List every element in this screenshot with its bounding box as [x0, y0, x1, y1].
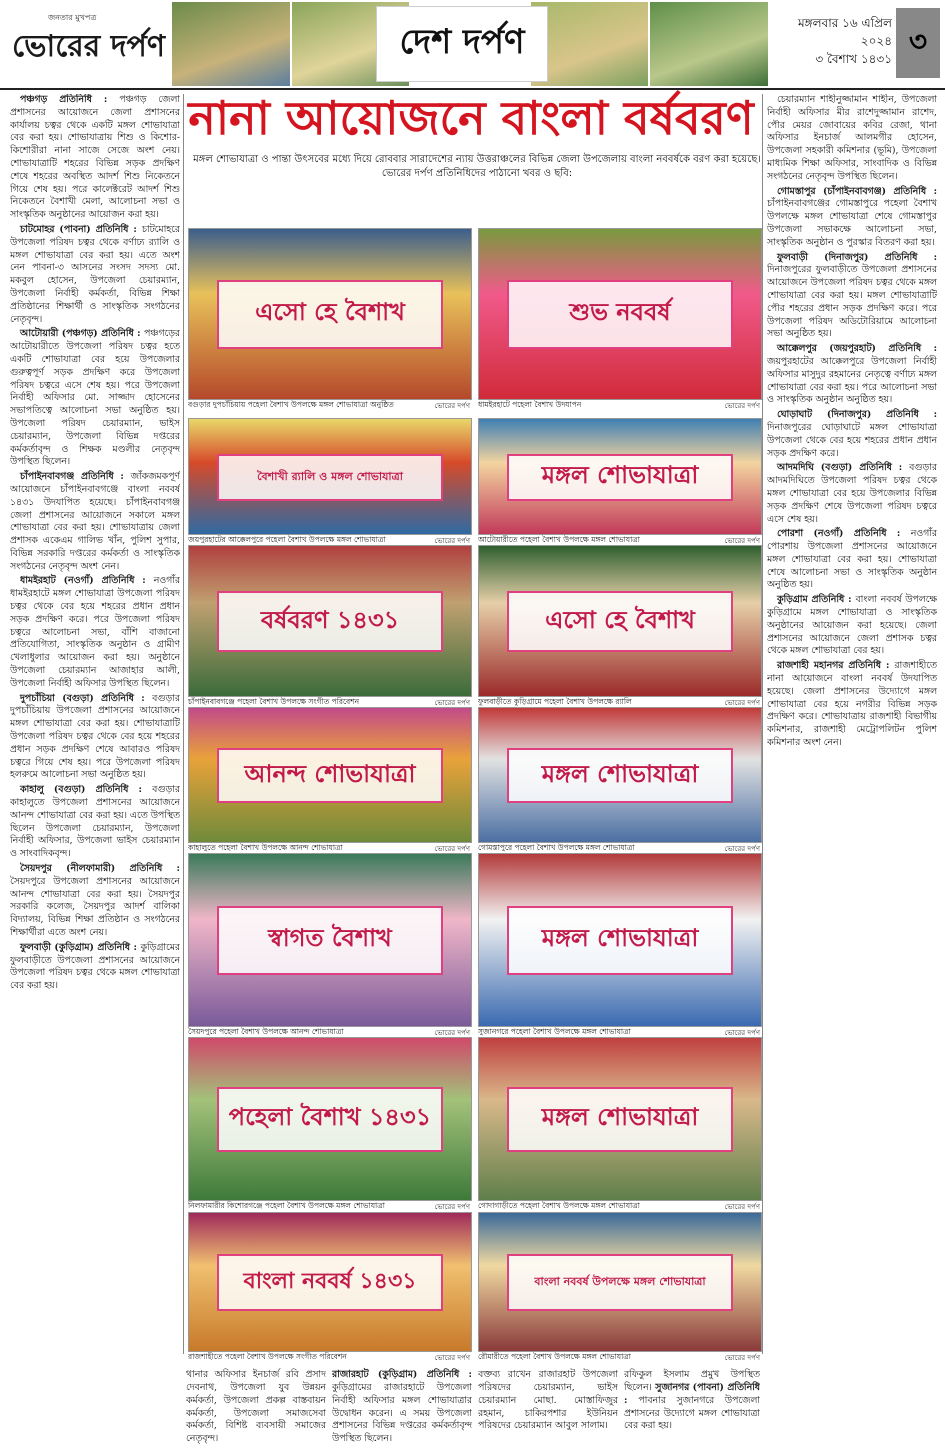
news-photo	[188, 853, 472, 1027]
paragraph-text: চাঁপাইনবাবগঞ্জের গোমস্তাপুরে পহেলা বৈশাখ উপলক্ষে মঙ্গল শোভাযাত্রা শেষে গোমস্তাপুর উপজেলা সভাকক্ষে আলোচনা সভা, সাংস্কৃতিক অনুষ্ঠান ও পুরস্কার বিতরণ করা হয়।	[767, 198, 937, 248]
photo-banner	[217, 906, 443, 975]
photo-credit: ভোরের দর্পণ	[724, 537, 760, 545]
paragraph-text: কুড়িগ্রামের রাজারহাটে উপজেলা নির্বাহী অফিসার মঙ্গল শোভাযাত্রার উদ্বোধন করেন। এ সময় উপজেলা প্রশাসনের বিভিন্ন দপ্তরের কর্মকর্তাবৃন্দ উপস্থিত ছিলেন।	[332, 1382, 472, 1445]
article-paragraph	[478, 1369, 618, 1433]
photo-banner-text: শুভ নববর্ষ	[569, 298, 671, 327]
news-photo	[478, 418, 762, 535]
dateline: রাজারহাট (কুড়িগ্রাম) প্রতিনিধি :	[332, 1369, 472, 1381]
article-paragraph	[186, 1369, 326, 1446]
photo-credit: ভোরের দর্পণ	[724, 845, 760, 853]
paragraph-text: সৈয়দপুরে উপজেলা প্রশাসনের আয়োজনে আনন্দ শোভাযাত্রা বের করা হয়। সৈয়দপুর সরকারি কলেজ, সৈয়দপুর আদর্শ বালিকা বিদ্যালয়, বিভিন্ন শিক্ষা প্রতিষ্ঠান ও সংগঠনের শিক্ষার্থীরা এতে অংশ নেয়।	[10, 875, 180, 938]
photo-banner	[507, 906, 733, 975]
photo-credit: ভোরের দর্পণ	[434, 699, 470, 707]
logo-name: ভোরের দর্পণ	[12, 29, 165, 64]
photo-banner-text: মঙ্গল শোভাযাত্রা	[541, 759, 699, 788]
photo-banner	[217, 748, 443, 803]
dateline: ফুলবাড়ী (কুড়িগ্রাম) প্রতিনিধি :	[20, 941, 141, 953]
photo-banner	[507, 280, 733, 349]
paragraph-text: বগুড়ার আদমদিঘিতে উপজেলা পরিষদ চত্বর থেকে মঙ্গল শোভাযাত্রা বের হয়ে উপজেলার বিভিন্ন সড়ক প্রদক্ষিণ শেষে উপজেলা পরিষদ চত্বরে এসে শেষ হয়।	[767, 462, 937, 525]
left-text-column	[10, 94, 180, 1354]
photo-caption: নিলফামারীর কিশোরগঞ্জে পহেলা বৈশাখ উপলক্ষে মঙ্গল শোভাযাত্রা	[188, 1201, 385, 1210]
photo-banner	[217, 1254, 443, 1310]
news-photo	[478, 545, 762, 697]
dateline: পোরশা (নওগাঁ) প্রতিনিধি :	[777, 528, 911, 540]
page-number: ৩	[908, 24, 928, 58]
photo-credit: ভোরের দর্পণ	[434, 845, 470, 853]
paragraph-text: নওগাঁর ধামইরহাটে মঙ্গল শোভাযাত্রা উপজেলা পরিষদ চত্বর থেকে বের হয়ে শহরের প্রধান প্রধান সড়ক প্রদক্ষিণ করে। পরে উপজেলা পরিষদ চত্বরে আলোচনা সভা, বাঁশি বাজানো প্রতিযোগিতা, সাংস্কৃতিক অনুষ্ঠান ও গ্রামীণ খেলাধুলার আয়োজন করা হয়। অনুষ্ঠানে উপজেলা চেয়ারম্যান আজাহার আলী, উপজেলা নির্বাহী অফিসার উপস্থিত ছিলেন।	[10, 575, 180, 689]
news-photo	[478, 228, 762, 400]
article-paragraph	[10, 575, 180, 690]
photo-banner	[217, 280, 443, 349]
photo-caption: বগুড়ার দুপচাঁচিয়ায় পহেলা বৈশাখ উপলক্ষে মঙ্গল শোভাযাত্রা অনুষ্ঠিত	[188, 400, 394, 409]
photo-banner	[217, 454, 443, 502]
masthead	[0, 0, 945, 88]
news-photo	[188, 228, 472, 400]
photo-banner	[507, 1087, 733, 1153]
article-paragraph	[767, 94, 937, 184]
news-photo	[478, 853, 762, 1027]
photo-caption: আটোয়ারীতে পহেলা বৈশাখ উপলক্ষে মঙ্গল শোভাযাত্রা	[478, 535, 640, 544]
paragraph-text: জয়পুরহাটের আক্কেলপুরে উপজেলা নির্বাহী অফিসার মাসুদুর রহমানের নেতৃত্বে বর্ণাঢ্য মঙ্গল শোভাযাত্রা বের করা হয়। পরে আলোচনা সভা ও সাংস্কৃতিক অনুষ্ঠান অনুষ্ঠিত হয়।	[767, 355, 937, 406]
paragraph-text: রফিকুল ইসলাম প্রমুখ উপস্থিত ছিলেন।	[624, 1369, 760, 1394]
photo-credit: ভোরের দর্পণ	[724, 1203, 760, 1211]
deck: মঙ্গল শোভাযাত্রা ও পান্তা উৎসবের মধ্যে দিয়ে রোববার সারাদেশের ন্যায় উত্তরাঞ্চলের বিভিন্ন জেলা উপজেলায় বাংলা নববর্ষকে বরণ করা হয়েছে। ভোরের দর্পণ প্রতিনিধিদের পাঠানো খবর ও ছবি:	[193, 154, 761, 179]
header-photo	[172, 2, 290, 86]
photo-banner-text: বর্ষবরণ ১৪৩১	[260, 605, 400, 634]
column-divider	[762, 94, 763, 1354]
issue-date-bengali: ৩ বৈশাখ ১৪৩১	[815, 52, 892, 66]
photo-caption: ফুলবাড়ীতে কুড়িগ্রামে পহেলা বৈশাখ উপলক্ষে র‍্যালি	[478, 697, 632, 706]
dateline: সৈয়দপুর (নীলফামারী) প্রতিনিধি :	[20, 863, 180, 875]
photo-credit: ভোরের দর্পণ	[724, 699, 760, 707]
page-number-box	[896, 8, 940, 78]
header-photo	[531, 2, 649, 86]
bottom-text-column	[624, 1360, 760, 1448]
article-paragraph	[10, 328, 180, 469]
photo-caption: চাঁপাইনবাবগঞ্জে পহেলা বৈশাখ উপলক্ষে সংগীত পরিবেশন	[188, 697, 360, 706]
news-photo	[188, 1212, 472, 1352]
dateline: গোমস্তাপুর (চাঁপাইনবাবগঞ্জ) প্রতিনিধি :	[777, 185, 937, 197]
paragraph-text: বগুড়ার কাহালুতে উপজেলা প্রশাসনের আয়োজনে আনন্দ শোভাযাত্রা বের করা হয়। এতে উপস্থিত ছিলেন উপজেলা চেয়ারম্যান, উপজেলা নির্বাহী অফিসার, উপজেলা ভাইস চেয়ারম্যান ও সাংবাদিকবৃন্দ।	[10, 784, 180, 860]
photo-credit: ভোরের দর্পণ	[434, 537, 470, 545]
article-paragraph	[767, 186, 937, 250]
article-paragraph	[624, 1369, 760, 1433]
section-name: দেশ দর্পণ	[399, 21, 525, 62]
photo-banner-text: মঙ্গল শোভাযাত্রা	[541, 461, 699, 490]
paragraph-text: পাবনার সুজানগরে উপজেলা প্রশাসনের উদ্যোগে মঙ্গল শোভাযাত্রা বের করা হয়।	[624, 1394, 760, 1432]
photo-banner	[507, 591, 733, 652]
paragraph-text: পঞ্চগড় জেলা প্রশাসনের আয়োজনে জেলা প্রশাসনের কার্যালয় চত্বর থেকে একটি মঙ্গল শোভাযাত্রা বের করা হয়। শোভাযাত্রায় শিশু ও কিশোর-কিশোরীরা নানা সাজে সেজে অংশ নেয়। শোভাযাত্রাটি শহরের বিভিন্ন সড়ক প্রদক্ষিণ শেষে শহরের অবস্থিত আদর্শ শিশু নিকেতনে গিয়ে শেষ হয়। পরে কালেক্টরেট আদর্শ শিশু নিকেতনে বৈশাখী মেলা, আলোচনা সভা ও সাংস্কৃতিক অনুষ্ঠানের আয়োজন করা হয়।	[10, 94, 180, 221]
photo-caption: সৈয়দপুরে পহেলা বৈশাখ উপলক্ষে আনন্দ শোভাযাত্রা	[188, 1027, 344, 1036]
article-paragraph	[332, 1369, 472, 1446]
logo-tagline: জনতার মুখপত্র	[48, 13, 97, 22]
dateline: রাজশাহী মহানগর প্রতিনিধি :	[777, 660, 895, 672]
header-photo	[650, 2, 768, 86]
photo-credit: ভোরের দর্পণ	[434, 1354, 470, 1362]
dateline: চাটমোহর (পাবনা) প্রতিনিধি :	[20, 223, 142, 235]
photo-banner-text: বাংলা নববর্ষ ১৪৩১	[243, 1269, 417, 1295]
paragraph-text: পঞ্চগড়ের আটোয়ারীতে উপজেলা পরিষদ চত্বর হতে একটি শোভাযাত্রা বের হয়ে উপজেলার গুরুত্বপূর্ণ সড়ক প্রদক্ষিণ করে উপজেলা পরিষদ চত্বরে এসে শেষ হয়। পরে উপজেলা নির্বাহী অফিসার মো. সাজ্জাদ হোসেনের সভাপতিত্বে আলোচনা সভা অনুষ্ঠিত হয়। উপজেলা পরিষদ চেয়ারম্যান, ভাইস চেয়ারম্যান, উপজেলা বিভিন্ন দপ্তরের কর্মকর্তাবৃন্দ ও শিক্ষক মণ্ডলীর নেতৃবৃন্দ উপস্থিত ছিলেন।	[10, 328, 180, 468]
article-paragraph	[10, 94, 180, 222]
article-paragraph	[767, 343, 937, 407]
photo-banner	[507, 454, 733, 502]
paragraph-text: নওগাঁর পোরশায় উপজেলা প্রশাসনের আয়োজনে মঙ্গল শোভাযাত্রা বের করা হয়। শোভাযাত্রা শেষে আলোচনা সভা ও সাংস্কৃতিক অনুষ্ঠান অনুষ্ঠিত হয়।	[767, 528, 937, 591]
photo-banner	[507, 748, 733, 803]
headline-box	[186, 92, 756, 152]
dateline: ঘোড়াঘাট (দিনাজপুর) প্রতিনিধি :	[777, 409, 937, 421]
article-paragraph	[767, 528, 937, 592]
news-photo	[188, 1037, 472, 1201]
article-paragraph	[767, 660, 937, 750]
photo-credit: ভোরের দর্পণ	[724, 1354, 760, 1362]
dateline: আক্কেলপুর (জয়পুরহাট) প্রতিনিধি :	[777, 343, 937, 355]
news-photo	[478, 1037, 762, 1201]
photo-credit: ভোরের দর্পণ	[434, 1029, 470, 1037]
dateline: আটোয়ারী (পঞ্চগড়) প্রতিনিধি :	[20, 328, 144, 340]
headline: নানা আয়োজনে বাংলা বর্ষবরণ	[188, 91, 754, 145]
photo-banner	[217, 1087, 443, 1153]
dateline: কুড়িগ্রাম প্রতিনিধি :	[777, 594, 856, 606]
paragraph-text: দিনাজপুরের ঘোড়াঘাটে মঙ্গল শোভাযাত্রা উপজেলা থেকে বের হয়ে শহরের প্রধান প্রধান সড়ক প্রদক্ষিণ করে।	[767, 421, 937, 459]
photo-banner-text: এসো হে বৈশাখ	[545, 605, 695, 634]
bottom-text-column	[186, 1360, 326, 1448]
photo-credit: ভোরের দর্পণ	[724, 1029, 760, 1037]
paragraph-text: থানার অফিসার ইনচার্জ রবি প্রসাদ দেবনাথ, উপজেলা যুব উন্নয়ন কর্মকর্তা, উপজেলা প্রকল্প বাস্তবায়ন কর্মকর্তা, উপজেলা সমাজসেবা কর্মকর্তা, বিশিষ্ট ব্যবসায়ী সমাজের নেতৃবৃন্দ।	[186, 1369, 326, 1445]
photo-banner	[217, 591, 443, 652]
bottom-text-column	[332, 1360, 472, 1448]
dateline: দুপচাঁচিয়া (বগুড়া) প্রতিনিধি :	[20, 692, 153, 704]
photo-banner-text: পহেলা বৈশাখ ১৪৩১	[228, 1103, 432, 1132]
newspaper-logo	[12, 12, 172, 72]
paragraph-text: চেয়ারম্যান শাহীনুজ্জামান শাহীন, উপজেলা নির্বাহী অফিসার মীর রাশেদুজ্জামান রাশেদ, পৌর মেয়র জোবায়ের কবির রেজা, থানা অফিসার ইনচার্জ আলমগীর হোসেন, উপজেলা সহকারী কমিশনার (ভূমি), উপজেলা মাধ্যমিক শিক্ষা অফিসার, সাংবাদিক ও বিভিন্ন সংগঠনের নেতৃবৃন্দ উপস্থিত ছিলেন।	[767, 94, 937, 182]
photo-credit: ভোরের দর্পণ	[434, 402, 470, 410]
article-paragraph	[10, 693, 180, 783]
photo-caption: সুজানগরে পহেলা বৈশাখ উপলক্ষে মঙ্গল শোভাযাত্রা	[478, 1027, 631, 1036]
photo-banner-text: বাংলা নববর্ষ উপলক্ষে মঙ্গল শোভাযাত্রা	[534, 1275, 706, 1289]
photo-caption: গোদাগাড়ীতে পহেলা বৈশাখ উপলক্ষে মঙ্গল শোভাযাত্রা	[478, 1201, 640, 1210]
paragraph-text: বক্তব্য রাখেন রাজারহাট উপজেলা পরিষদের চেয়ারম্যান, ভাইস চেয়ারম্যান মোছা. মোস্তাফিজুর রহমান, চাকিরপশার ইউনিয়ন পরিষদের চেয়ারম্যান আবুল সালাম।	[478, 1369, 618, 1432]
column-divider	[183, 94, 184, 1354]
section-name-box	[376, 6, 548, 82]
paragraph-text: রাজশাহীতে নানা আয়োজনে বাংলা নববর্ষ উদযাপিত হয়েছে। জেলা প্রশাসনের উদ্যোগে মঙ্গল শোভাযাত্রা বের হয়ে নগরীর বিভিন্ন সড়ক প্রদক্ষিণ করে। শোভাযাত্রায় রাজশাহী বিভাগীয় কমিশনার, রাজশাহী মেট্রোপলিটন পুলিশ কমিশনার অংশ নেন।	[767, 660, 937, 749]
photo-caption: ধামইরহাটে পহেলা বৈশাখ উদযাপন	[478, 400, 582, 409]
article-paragraph	[10, 471, 180, 573]
paragraph-text: দিনাজপুরের ফুলবাড়ীতে উপজেলা প্রশাসনের আয়োজনে উপজেলা পরিষদ চত্বর থেকে মঙ্গল শোভাযাত্রা বের করা হয়। মঙ্গল শোভাযাত্রাটি পৌর শহরের প্রধান সড়ক প্রদক্ষিণ করে। পরে উপজেলা পরিষদ অডিটোরিয়ামে আলোচনা সভা অনুষ্ঠিত হয়।	[767, 264, 937, 340]
dateline: পঞ্চগড় প্রতিনিধি :	[20, 94, 120, 105]
article-paragraph	[767, 252, 937, 342]
dateline: চাঁপাইনবাবগঞ্জ প্রতিনিধি :	[20, 471, 131, 483]
dateline: কাহালু (বগুড়া) প্রতিনিধি :	[20, 784, 153, 796]
photo-banner-text: স্বাগত বৈশাখ	[268, 924, 392, 953]
article-paragraph	[767, 409, 937, 460]
photo-banner-text: মঙ্গল শোভাযাত্রা	[541, 924, 699, 953]
dateline: আদমদিঘি (বগুড়া) প্রতিনিধি :	[777, 462, 910, 474]
right-text-column	[767, 94, 937, 1354]
news-photo	[478, 707, 762, 843]
article-paragraph	[10, 784, 180, 861]
photo-caption: গোমস্তাপুরে পহেলা বৈশাখ উপলক্ষে মঙ্গল শোভাযাত্রা	[478, 843, 635, 852]
photo-caption: রাজশাহীতে পহেলা বৈশাখ উপলক্ষে সংগীত পরিবেশন	[188, 1352, 347, 1361]
news-photo	[188, 707, 472, 843]
paragraph-text: বগুড়ার দুপচাঁচিয়ায় উপজেলা প্রশাসনের আয়োজনে মঙ্গল শোভাযাত্রা বের করা হয়। শোভাযাত্রাটি উপজেলা পরিষদ চত্বর থেকে বের হয়ে শহরের প্রধান সড়ক প্রদক্ষিণ শেষে আবারও পরিষদ চত্বরে গিয়ে শেষ হয়। পরে উপজেলা পরিষদ হলরুমে আলোচনা সভা অনুষ্ঠিত হয়।	[10, 692, 180, 781]
dateline: ধামইরহাট (নওগাঁ) প্রতিনিধি :	[20, 575, 154, 587]
photo-banner-text: এসো হে বৈশাখ	[255, 298, 405, 327]
issue-date-gregorian: মঙ্গলবার ১৬ এপ্রিল ২০২৪	[797, 16, 892, 48]
photo-credit: ভোরের দর্পণ	[434, 1203, 470, 1211]
article-paragraph	[767, 462, 937, 526]
paragraph-text: জাঁকজমকপূর্ণ আয়োজনে চাঁপাইনবাবগঞ্জে বাংলা নববর্ষ ১৪৩১ উদযাপিত হয়েছে। চাঁপাইনবাবগঞ্জ জেলা প্রশাসনের আয়োজনে সকালে মঙ্গল শোভাযাত্রা বের করা হয়। শোভাযাত্রায় জেলা প্রশাসক একেএম গালিভ খাঁন, পুলিশ সুপার, বিভিন্ন সরকারি দপ্তরের কর্মকর্তা ও সাংস্কৃতিক সংগঠনের নেতৃবৃন্দ অংশ নেন।	[10, 471, 180, 572]
news-photo	[188, 545, 472, 697]
photo-banner-text: আনন্দ শোভাযাত্রা	[244, 759, 416, 788]
photo-banner-text: মঙ্গল শোভাযাত্রা	[541, 1103, 699, 1132]
photo-caption: রৌমারীতে পহেলা বৈশাখ উপলক্ষে মঙ্গল শোভাযাত্রা	[478, 1352, 631, 1361]
bottom-text-column	[478, 1360, 618, 1448]
news-photo	[478, 1212, 762, 1352]
article-paragraph	[10, 863, 180, 940]
photo-caption: জয়পুরহাটের আক্কেলপুরে পহেলা বৈশাখ উপলক্ষে মঙ্গল শোভাযাত্রা	[188, 535, 386, 544]
paragraph-text: চাটমোহরে উপজেলা পরিষদ চত্বর থেকে বর্ণাঢ্য র‍্যালি ও মঙ্গল শোভাযাত্রা বের করা হয়। এতে অংশ নেন পাবনা-৩ আসনের সংসদ সদস্য মো. মকবুল হোসেন, উপজেলা চেয়ারম্যান, উপজেলা নির্বাহী কর্মকর্তা, বিভিন্ন শিক্ষা প্রতিষ্ঠানের শিক্ষার্থী ও সাংস্কৃতিক সংগঠনের নেতৃবৃন্দ।	[10, 223, 180, 325]
news-photo	[188, 418, 472, 535]
photo-caption: কাহালুতে পহেলা বৈশাখ উপলক্ষে আনন্দ শোভাযাত্রা	[188, 843, 343, 852]
photo-banner-text: বৈশাখী র‍্যালি ও মঙ্গল শোভাযাত্রা	[257, 469, 403, 483]
article-paragraph	[10, 224, 180, 326]
issue-date	[772, 14, 892, 68]
photo-credit: ভোরের দর্পণ	[724, 402, 760, 410]
dateline: ফুলবাড়ী (দিনাজপুর) প্রতিনিধি :	[777, 251, 937, 263]
paragraph-text: কুড়িগ্রামের ফুলবাড়ীতে উপজেলা প্রশাসনের আয়োজনে উপজেলা পরিষদ চত্বর থেকে মঙ্গল শোভাযাত্রা বের করা হয়।	[10, 941, 180, 992]
dateline: সুজানগর (পাবনা) প্রতিনিধি :	[624, 1382, 760, 1406]
article-paragraph	[767, 594, 937, 658]
photo-banner	[507, 1254, 733, 1310]
paragraph-text: বাংলা নববর্ষ উপলক্ষে কুড়িগ্রামে মঙ্গল শোভাযাত্রা ও সাংস্কৃতিক অনুষ্ঠানের আয়োজন করা হয়েছে। জেলা প্রশাসনের আয়োজনে জেলা প্রশাসক চত্বর থেকে মঙ্গল শোভাযাত্রা বের হয়।	[767, 594, 937, 657]
article-paragraph	[10, 942, 180, 993]
